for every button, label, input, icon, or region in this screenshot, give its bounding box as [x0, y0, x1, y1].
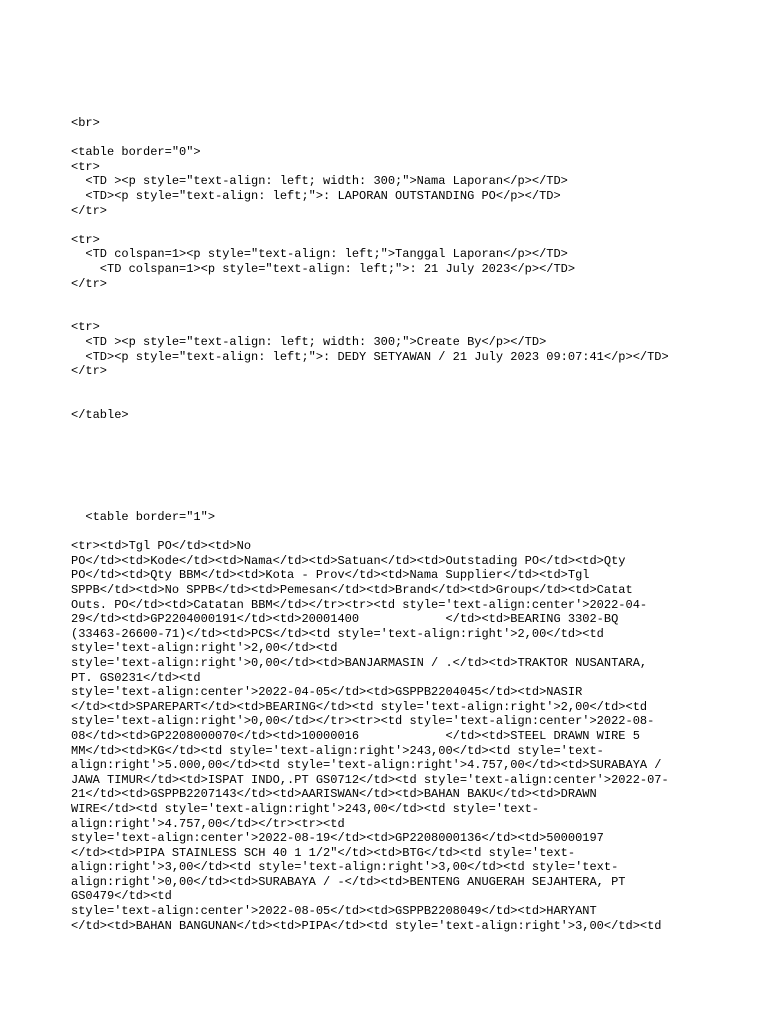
- blank-line: [71, 495, 711, 510]
- source-line-data: align:right'>3,00</td><td style='text-align:right'>3,00</td><td style='text-: [71, 860, 619, 875]
- source-line-row3-tr-close: </tr>: [71, 364, 108, 379]
- blank-line: [71, 481, 711, 496]
- source-line-data: style='text-align:center'>2022-04-05</td><td>GSPPB2204045</td><td>NASIR: [71, 685, 583, 700]
- blank-line: [71, 437, 711, 452]
- blank-line: [71, 422, 711, 437]
- blank-line: [71, 525, 711, 540]
- source-line-data: SPPB</td><td>No SPPB</td><td>Pemesan</td><td>Brand</td><td>Group</td><td>Catat: [71, 583, 633, 597]
- source-line-data: MM</td><td>KG</td><td style='text-align:right'>243,00</td><td style='text-: [71, 743, 604, 758]
- source-line-data: </td><td>SPAREPART</td><td>BEARING</td><td style='text-align:right'>2,00</td><td: [71, 699, 648, 714]
- raw-html-source-document: [71, 116, 711, 933]
- blank-line: [71, 131, 711, 146]
- source-line-row3-tr-open: <tr>: [71, 320, 100, 335]
- source-line-data: 21</td><td>GSPPB2207143</td><td>AARISWAN</td><td>BAHAN BAKU</td><td>DRAWN: [71, 787, 597, 802]
- blank-line: [71, 218, 711, 233]
- source-line-nama-laporan-label: <TD ><p style="text-align: left; width: 300;">Nama Laporan</p></TD>: [71, 174, 568, 189]
- source-line-header-table-close: </table>: [71, 407, 129, 422]
- blank-line: [71, 393, 711, 408]
- blank-line: [71, 291, 711, 306]
- source-line-data: align:right'>5.000,00</td><td style='text-align:right'>4.757,00</td><td>SURABAYA /: [71, 758, 662, 773]
- blank-line: [71, 306, 711, 321]
- source-line-data: style='text-align:right'>0,00</td><td>BANJARMASIN / .</td><td>TRAKTOR NUSANTARA,: [71, 655, 648, 670]
- source-line-data: 29</td><td>GP2204000191</td><td>20001400 </td><td>BEARING 3302-BQ: [71, 612, 619, 627]
- source-line-data: </td><td>PIPA STAINLESS SCH 40 1 1/2"</td><td>BTG</td><td style='text-: [71, 845, 576, 860]
- source-line-data: GS0479</td><td: [71, 889, 172, 904]
- source-line-header-table-open: <table border="0">: [71, 145, 201, 160]
- source-line-data: style='text-align:right'>0,00</td></tr><tr><td style='text-align:center'>2022-08-: [71, 714, 655, 729]
- source-line-data: Outs. PO</td><td>Catatan BBM</td></tr><tr><td style='text-align:center'>2022-04-: [71, 597, 648, 612]
- source-line-data: style='text-align:right'>2,00</td><td: [71, 641, 338, 656]
- source-line-data: style='text-align:center'>2022-08-05</td><td>GSPPB2208049</td><td>HARYANT: [71, 904, 597, 919]
- source-line-data-table-open: <table border="1">: [71, 510, 216, 525]
- source-line-data: (33463-26600-71)</td><td>PCS</td><td style='text-align:right'>2,00</td><td: [71, 626, 604, 641]
- source-line-data: WIRE</td><td style='text-align:right'>243,00</td><td style='text-: [71, 801, 540, 816]
- blank-line: [71, 379, 711, 394]
- source-line-data: style='text-align:center'>2022-08-19</td><td>GP2208000136</td><td>50000197: [71, 831, 604, 846]
- source-line-data: PT. GS0231</td><td: [71, 670, 201, 685]
- source-line-row2-tr-open: <tr>: [71, 232, 100, 247]
- source-line-create-by-value: <TD><p style="text-align: left;">: DEDY SETYAWAN / 21 July 2023 09:07:41</p></TD>: [71, 349, 669, 364]
- source-line-data: <tr><td>Tgl PO</td><td>No: [71, 539, 252, 554]
- source-line-tanggal-laporan-label: <TD colspan=1><p style="text-align: left;">Tanggal Laporan</p></TD>: [71, 247, 568, 262]
- source-line-nama-laporan-value: <TD><p style="text-align: left;">: LAPORAN OUTSTANDING PO</p></TD>: [71, 188, 561, 203]
- source-line-row1-tr-close: </tr>: [71, 203, 108, 218]
- source-line-create-by-label: <TD ><p style="text-align: left; width: 300;">Create By</p></TD>: [71, 334, 547, 349]
- source-line-data: PO</td><td>Qty BBM</td><td>Kota - Prov</td><td>Nama Supplier</td><td>Tgl: [71, 568, 590, 583]
- source-line-data: align:right'>0,00</td><td>SURABAYA / -</td><td>BENTENG ANUGERAH SEJAHTERA, PT: [71, 874, 626, 889]
- blank-line: [71, 452, 711, 467]
- source-line-row1-tr-open: <tr>: [71, 159, 100, 174]
- source-line-data: PO</td><td>Kode</td><td>Nama</td><td>Satuan</td><td>Outstading PO</td><td>Qty: [71, 553, 626, 568]
- source-line-data: JAWA TIMUR</td><td>ISPAT INDO,.PT GS0712</td><td style='text-align:center'>2022-07-: [71, 772, 669, 787]
- source-line-data: 08</td><td>GP2208000070</td><td>10000016 </td><td>STEEL DRAWN WIRE 5: [71, 728, 640, 743]
- blank-line: [71, 466, 711, 481]
- source-line-br: <br>: [71, 116, 100, 130]
- source-line-data: </td><td>BAHAN BANGUNAN</td><td>PIPA</td><td style='text-align:right'>3,00</td><td: [71, 918, 662, 933]
- source-line-tanggal-laporan-value: <TD colspan=1><p style="text-align: left;">: 21 July 2023</p></TD>: [71, 261, 576, 276]
- source-line-data: align:right'>4.757,00</td></tr><tr><td: [71, 816, 345, 831]
- source-line-row2-tr-close: </tr>: [71, 276, 108, 291]
